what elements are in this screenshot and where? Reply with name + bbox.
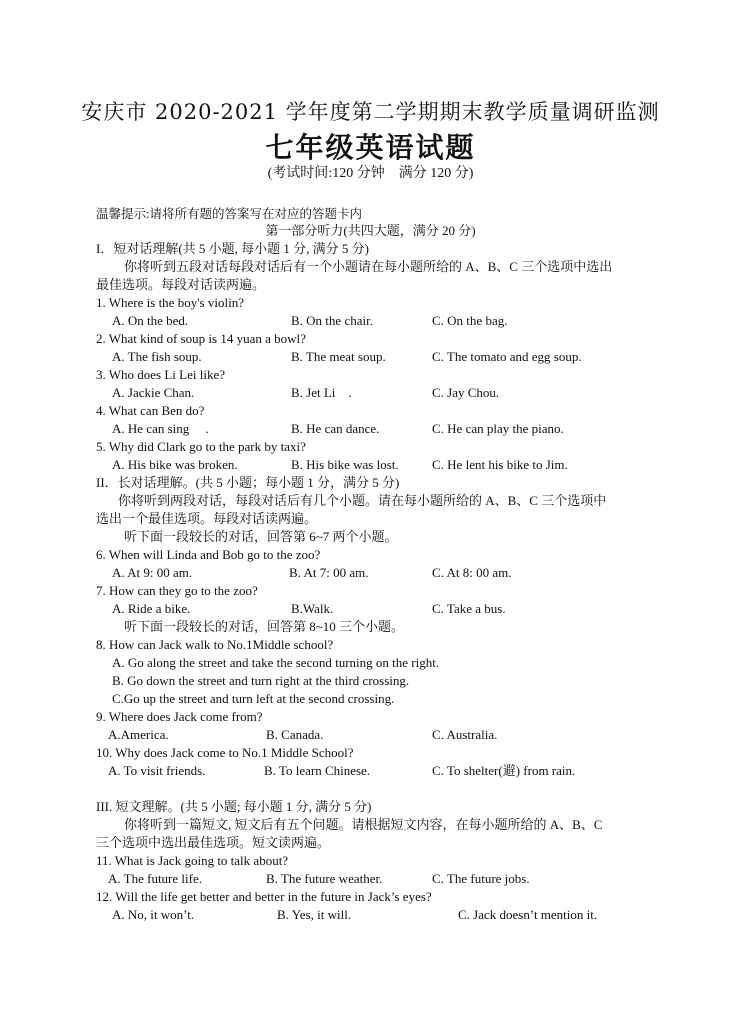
question-10: 10. Why does Jack come to No.1 Middle School? bbox=[96, 745, 354, 760]
q3-option-a: A. Jackie Chan. bbox=[112, 385, 195, 400]
q3-option-c: C. Jay Chou. bbox=[432, 385, 500, 400]
q2-option-a: A. The fish soup. bbox=[112, 349, 202, 364]
q4-option-c: C. He can play the piano. bbox=[432, 421, 564, 436]
q8-option-b: B. Go down the street and turn right at the third crossing. bbox=[112, 673, 410, 688]
section3-instruction-cont: 三个选项中选出最佳选项。短文读两遍。 bbox=[96, 835, 331, 850]
section1-instruction-cont: 最佳选项。每段对话读两遍。 bbox=[96, 277, 266, 292]
question-4: 4. What can Ben do? bbox=[96, 403, 205, 418]
section1-instruction: 你将听到五段对话每段对话后有一个小题请在每小题所给的 A、B、C 三个选项中选出 bbox=[124, 259, 613, 274]
question-6: 6. When will Linda and Bob go to the zoo? bbox=[96, 547, 321, 562]
q7-option-b: B.Walk. bbox=[291, 601, 334, 616]
section1-title: I．短对话理解(共 5 小题, 每小题 1 分, 满分 5 分) bbox=[96, 241, 369, 256]
section2-title: II．长对话理解。(共 5 小题；每小题 1 分，满分 5 分) bbox=[96, 475, 400, 490]
q11-option-b: B. The future weather. bbox=[266, 871, 383, 886]
section2-sub-instruction-1: 听下面一段较长的对话，回答第 6~7 两个小题。 bbox=[124, 529, 398, 544]
question-8: 8. How can Jack walk to No.1Middle school? bbox=[96, 637, 334, 652]
notice-text: 温馨提示:请将所有题的答案写在对应的答题卡内 bbox=[96, 207, 362, 221]
q9-option-c: C. Australia. bbox=[432, 727, 498, 742]
question-11: 11. What is Jack going to talk about? bbox=[96, 853, 289, 868]
q6-option-c: C. At 8: 00 am. bbox=[432, 565, 512, 580]
q12-option-c: C. Jack doesn’t mention it. bbox=[458, 907, 598, 922]
question-12: 12. Will the life get better and better in the future in Jack’s eyes? bbox=[96, 889, 432, 904]
q2-option-b: B. The meat soup. bbox=[291, 349, 386, 364]
q4-option-b: B. He can dance. bbox=[291, 421, 380, 436]
exam-info: (考试时间:120 分钟 满分 120 分) bbox=[267, 166, 474, 181]
section2-instruction: 你将听到两段对话，每段对话后有几个小题。请在每小题所给的 A、B、C 三个选项中 bbox=[118, 493, 607, 508]
section2-instruction-cont: 选出一个最佳选项。每段对话读两遍。 bbox=[96, 511, 318, 526]
q9-option-b: B. Canada. bbox=[266, 727, 324, 742]
q5-option-a: A. His bike was broken. bbox=[112, 457, 238, 472]
q2-option-c: C. The tomato and egg soup. bbox=[432, 349, 582, 364]
q6-option-a: A. At 9: 00 am. bbox=[112, 565, 193, 580]
question-2: 2. What kind of soup is 14 yuan a bowl? bbox=[96, 331, 306, 346]
q10-option-a: A. To visit friends. bbox=[108, 763, 206, 778]
exam-subtitle: 七年级英语试题 bbox=[265, 131, 476, 164]
q10-option-b: B. To learn Chinese. bbox=[264, 763, 371, 778]
q12-option-b: B. Yes, it will. bbox=[277, 907, 352, 922]
question-7: 7. How can they go to the zoo? bbox=[96, 583, 258, 598]
q4-option-a: A. He can sing . bbox=[112, 421, 209, 436]
part1-title: 第一部分听力(共四大题，满分 20 分) bbox=[265, 223, 476, 238]
exam-title: 安庆市 2020-2021 学年度第二学期期末教学质量调研监测 bbox=[81, 100, 660, 124]
q12-option-a: A. No, it won’t. bbox=[112, 907, 195, 922]
q1-option-b: B. On the chair. bbox=[291, 313, 373, 328]
question-9: 9. Where does Jack come from? bbox=[96, 709, 263, 724]
q5-option-b: B. His bike was lost. bbox=[291, 457, 399, 472]
q11-option-c: C. The future jobs. bbox=[432, 871, 530, 886]
q11-option-a: A. The future life. bbox=[108, 871, 202, 886]
section3-title: III. 短文理解。(共 5 小题; 每小题 1 分, 满分 5 分) bbox=[96, 799, 372, 814]
q3-option-b: B. Jet Li . bbox=[291, 385, 352, 400]
q1-option-c: C. On the bag. bbox=[432, 313, 508, 328]
q8-option-c: C.Go up the street and turn left at the second crossing. bbox=[112, 691, 395, 706]
question-1: 1. Where is the boy's violin? bbox=[96, 295, 244, 310]
q5-option-c: C. He lent his bike to Jim. bbox=[432, 457, 568, 472]
q1-option-a: A. On the bed. bbox=[112, 313, 189, 328]
q9-option-a: A.America. bbox=[108, 727, 169, 742]
section2-sub-instruction-2: 听下面一段较长的对话，回答第 8~10 三个小题。 bbox=[124, 619, 405, 634]
question-3: 3. Who does Li Lei like? bbox=[96, 367, 226, 382]
q10-option-c: C. To shelter(避) from rain. bbox=[432, 763, 576, 778]
question-5: 5. Why did Clark go to the park by taxi? bbox=[96, 439, 306, 454]
q7-option-a: A. Ride a bike. bbox=[112, 601, 191, 616]
q8-option-a: A. Go along the street and take the second turning on the right. bbox=[112, 655, 440, 670]
q7-option-c: C. Take a bus. bbox=[432, 601, 506, 616]
q6-option-b: B. At 7: 00 am. bbox=[289, 565, 369, 580]
section3-instruction: 你将听到一篇短文, 短文后有五个问题。请根据短文内容，在每小题所给的 A、B、C bbox=[124, 817, 603, 832]
